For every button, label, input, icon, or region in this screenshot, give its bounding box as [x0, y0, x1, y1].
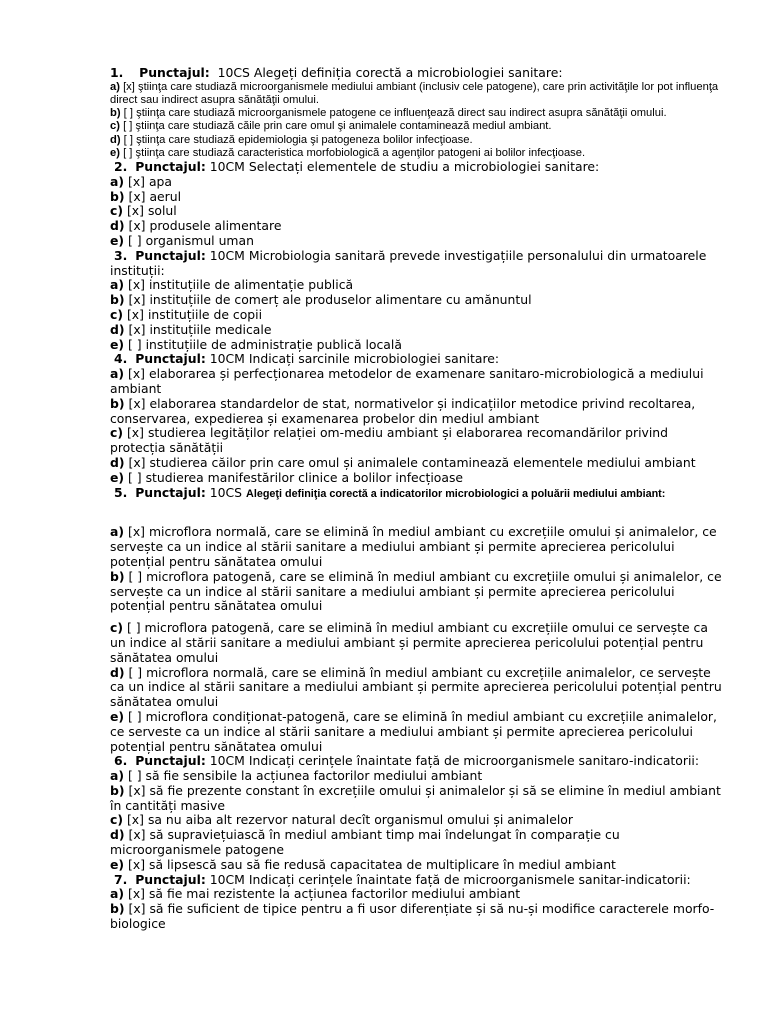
option-mark: [ ] — [128, 568, 143, 584]
option-text: instituțiile de copii — [147, 306, 263, 322]
option-text: microflora patogenă, care se elimină în mediul ambiant cu excrețiile omului și animalelor, ce servește ca un indice al stării sanitare a mediului ambiant și permite aprecierea pericolului potențial pentru sănătatea omului — [110, 568, 722, 614]
score-label: Punctajul: — [139, 65, 210, 80]
question-1 — [110, 66, 722, 160]
option-letter: d) — [110, 827, 125, 843]
answer-option — [110, 887, 722, 902]
option-letter: a) — [110, 886, 125, 902]
option-letter: e) — [110, 233, 125, 248]
option-letter: a) — [110, 768, 125, 784]
answer-option — [110, 828, 722, 858]
option-letter: c) — [110, 203, 124, 219]
answer-option — [110, 278, 722, 293]
option-letter: c) — [110, 306, 124, 322]
question-text: Alegeţi definiţia corectă a indicatorilor microbiologici a poluării mediului ambiant: — [246, 487, 666, 500]
option-mark: [x] — [128, 395, 146, 411]
answer-option — [110, 769, 722, 784]
option-letter: b) — [110, 782, 125, 798]
question-4 — [110, 352, 722, 485]
option-text: studierea legităților relației om-mediu ambiant și elaborarea recomandărilor privind protecția sănătății — [110, 425, 669, 456]
answer-option — [110, 323, 722, 338]
question-header — [110, 66, 722, 81]
option-letter: a) — [110, 524, 125, 540]
question-header — [110, 754, 722, 769]
option-mark: [x] — [128, 188, 146, 204]
question-header — [110, 160, 722, 175]
option-text: elaborarea standardelor de stat, normativelor și indicațiilor metodice privind recoltarea, conservarea, expedierea și examenarea probelor din mediul ambiant — [110, 395, 696, 426]
option-mark: [x] — [128, 827, 146, 843]
answer-option — [110, 710, 722, 754]
option-letter: b) — [110, 395, 125, 411]
option-letter: d) — [110, 133, 121, 146]
question-5 — [110, 486, 722, 755]
answer-option — [110, 525, 722, 569]
question-text: Indicați cerințele înaintate față de microorganismele sanitar-indicatorii: — [248, 871, 691, 887]
question-text: Microbiologia sanitară prevede investigațiile personalului din urmatoarele instituții: — [110, 247, 707, 278]
answer-option — [110, 134, 722, 147]
option-mark: [x] — [128, 454, 146, 470]
option-letter: e) — [110, 708, 125, 724]
option-letter: e) — [110, 146, 120, 159]
answer-option — [110, 190, 722, 205]
option-letter: d) — [110, 218, 125, 234]
answer-option — [110, 858, 722, 873]
option-mark: [x] — [127, 277, 145, 293]
answer-option — [110, 204, 722, 219]
option-text: organismul uman — [145, 233, 254, 248]
option-letter: b) — [110, 901, 125, 917]
option-text: elaborarea și perfecționarea metodelor de examenare sanitaro-microbiologică a mediului ambiant — [110, 366, 704, 396]
option-mark: [x] — [126, 812, 144, 828]
option-text: să fie sensibile la acțiunea factorilor mediului ambiant — [145, 768, 483, 784]
option-letter: b) — [110, 292, 125, 308]
answer-option — [110, 621, 722, 665]
score-code: 10CM — [209, 159, 245, 175]
option-text: să fie prezente constant în excrețiile omului și animalelor și să se elimine în mediul ambiant în cantități masive — [110, 782, 721, 813]
option-mark: [ ] — [127, 768, 142, 784]
option-letter: b) — [110, 188, 125, 204]
option-letter: e) — [110, 336, 125, 352]
option-letter: a) — [110, 277, 125, 293]
option-text: microflora normală, care se elimină în mediul ambiant cu excrețiile omului și animalelor, ce servește ca un indice al stării sanitare a mediului ambiant și permite aprecierea pericolului potențial pentru sănătatea omului — [110, 524, 717, 569]
score-code: 10CM — [209, 351, 245, 367]
option-text: solul — [147, 203, 177, 219]
answer-option — [110, 367, 722, 397]
option-mark: [ ] — [128, 336, 142, 352]
option-mark: [x] — [128, 856, 146, 872]
answer-option — [110, 570, 722, 614]
option-letter: e) — [110, 856, 125, 872]
option-letter: c) — [110, 620, 124, 636]
score-label: Punctajul: — [135, 247, 206, 263]
answer-option — [110, 666, 722, 710]
option-text: ştiinţa care studiază epidemiologia şi patogeneza bolilor infecţioase. — [136, 133, 473, 146]
score-label: Punctajul: — [135, 753, 206, 769]
answer-option — [110, 81, 722, 107]
option-text: să lipsescă sau să fie redusă capacitatea de multiplicare în mediul ambiant — [149, 856, 616, 872]
question-header — [110, 249, 722, 279]
option-mark: [ ] — [123, 146, 133, 159]
option-mark: [x] — [128, 321, 146, 337]
option-text: instituțiile de alimentație publică — [148, 277, 354, 293]
option-text: studierea manifestărilor clinice a bolilor infecțioase — [145, 469, 464, 485]
answer-option — [110, 902, 722, 932]
answer-option — [110, 784, 722, 814]
option-mark: [x] — [127, 173, 145, 189]
option-letter: a) — [110, 80, 120, 93]
option-mark: [x] — [127, 524, 145, 540]
question-3 — [110, 249, 722, 353]
option-mark: [x] — [127, 366, 145, 382]
question-number: 7. — [113, 871, 128, 887]
option-mark: [x] — [126, 203, 144, 219]
question-text: Alegeți definiția corectă a microbiologiei sanitare: — [253, 65, 563, 80]
option-letter: c) — [110, 120, 120, 133]
option-mark: [ ] — [128, 664, 143, 680]
option-mark: [ ] — [123, 107, 133, 120]
option-text: să fie suficient de tipice pentru a fi usor diferențiate și să nu-și modifice caracterele morfo-biologice — [110, 901, 715, 932]
score-code: 10CM — [209, 871, 245, 887]
answer-option — [110, 397, 722, 427]
question-text: Selectați elementele de studiu a microbiologiei sanitare: — [248, 159, 600, 175]
option-mark: [ ] — [126, 620, 141, 636]
question-text: Indicați sarcinile microbiologiei sanitare: — [248, 351, 500, 367]
option-text: să fie mai rezistente la acțiunea factorilor mediului ambiant — [148, 886, 521, 902]
option-letter: c) — [110, 425, 124, 441]
option-text: microflora condiționat-patogenă, care se elimină în mediul ambiant cu excrețiile animalelor, ce serveste ca un indice al stării sanitare a mediului ambiant și permite aprecierea pericolului potențial pentru sănătatea omului — [110, 708, 717, 754]
option-text: aerul — [149, 188, 182, 204]
option-letter: e) — [110, 469, 125, 485]
question-header — [110, 486, 722, 502]
option-text: sa nu aiba alt rezervor natural decît organismul omului și animalelor — [147, 812, 573, 828]
answer-option — [110, 219, 722, 234]
score-code: 10CM — [209, 753, 245, 769]
option-mark: [x] — [127, 886, 145, 902]
answer-option — [110, 456, 722, 471]
option-mark: [x] — [128, 292, 146, 308]
spacer — [110, 501, 722, 525]
question-number: 1. — [110, 65, 124, 80]
question-header — [110, 352, 722, 367]
question-number: 2. — [113, 159, 128, 175]
option-mark: [x] — [126, 425, 144, 441]
option-text: studierea căilor prin care omul și animalele contaminează elementele mediului ambiant — [149, 454, 696, 470]
option-letter: a) — [110, 173, 125, 189]
question-7 — [110, 873, 722, 932]
answer-option — [110, 175, 722, 190]
answer-option — [110, 120, 722, 133]
option-text: să supraviețuiască în mediul ambiant timp mai îndelungat în comparație cu microorganismele patogene — [110, 827, 620, 858]
option-text: instituțiile de comerț ale produselor alimentare cu amănuntul — [149, 292, 532, 308]
question-number: 4. — [113, 351, 128, 367]
score-code: 10CS — [217, 65, 250, 80]
option-text: produsele alimentare — [149, 218, 282, 234]
option-text: microflora normală, care se elimină în mediul ambiant cu excrețiile animalelor, ce servește ca un indice al stării sanitare a mediului ambiant și permite aprecierea pericolului potențial pentru sănătatea omului — [110, 664, 722, 710]
answer-option — [110, 471, 722, 486]
answer-option — [110, 107, 722, 120]
answer-option — [110, 813, 722, 828]
option-mark: [x] — [128, 782, 146, 798]
option-mark: [ ] — [123, 133, 133, 146]
option-letter: c) — [110, 812, 124, 828]
score-label: Punctajul: — [135, 351, 206, 367]
option-mark: [x] — [128, 218, 146, 234]
question-number: 6. — [113, 753, 128, 769]
question-text: Indicați cerințele înaintate față de microorganismele sanitaro-indicatorii: — [248, 753, 700, 769]
option-text: ştiinţa care studiază căile prin care omul şi animalele contaminează mediul ambiant. — [135, 120, 552, 133]
option-mark: [ ] — [128, 469, 142, 485]
question-2 — [110, 160, 722, 249]
option-mark: [ ] — [123, 120, 133, 133]
option-text: instituțiile de administrație publică locală — [145, 336, 402, 352]
option-letter: d) — [110, 454, 125, 470]
score-label: Punctajul: — [135, 484, 206, 500]
option-text: ştiinţa care studiază microorganismele patogene ce influenţează direct sau indirect asupra sănătăţii omului. — [136, 107, 667, 120]
question-number: 3. — [113, 247, 128, 263]
option-mark: [x] — [126, 306, 144, 322]
document-page — [110, 66, 722, 932]
option-text: microflora patogenă, care se elimină în mediul ambiant cu excrețiile omului ce servește ca un indice al stării sanitare a mediului ambiant și permite aprecierea pericolului potențial pentru sănătatea omului — [110, 620, 708, 665]
option-text: ştiinţa care studiază caracteristica morfobiologică a agenţilor patogeni ai bolilor infecţioase. — [135, 146, 586, 159]
score-label: Punctajul: — [135, 159, 206, 175]
option-letter: d) — [110, 321, 125, 337]
option-letter: d) — [110, 664, 125, 680]
question-6 — [110, 754, 722, 872]
option-letter: b) — [110, 568, 125, 584]
score-code: 10CS — [209, 484, 243, 500]
option-letter: b) — [110, 107, 121, 120]
option-letter: a) — [110, 366, 125, 382]
answer-option — [110, 234, 722, 249]
question-header — [110, 873, 722, 888]
option-text: ştiinţa care studiază microorganismele mediului ambiant (inclusiv cele patogene), care prin activităţile lor pot influenţa direct sau indirect asupra sănătăţii omului. — [110, 80, 719, 106]
option-mark: [x] — [123, 80, 135, 93]
score-label: Punctajul: — [135, 871, 206, 887]
option-text: apa — [148, 173, 173, 189]
option-text: instituțiile medicale — [149, 321, 272, 337]
option-mark: [x] — [128, 901, 146, 917]
answer-option — [110, 293, 722, 308]
question-number: 5. — [113, 484, 128, 500]
answer-option — [110, 338, 722, 353]
score-code: 10CM — [209, 247, 245, 263]
answer-option — [110, 308, 722, 323]
answer-option — [110, 426, 722, 456]
option-mark: [ ] — [128, 708, 142, 724]
option-mark: [ ] — [128, 233, 142, 248]
